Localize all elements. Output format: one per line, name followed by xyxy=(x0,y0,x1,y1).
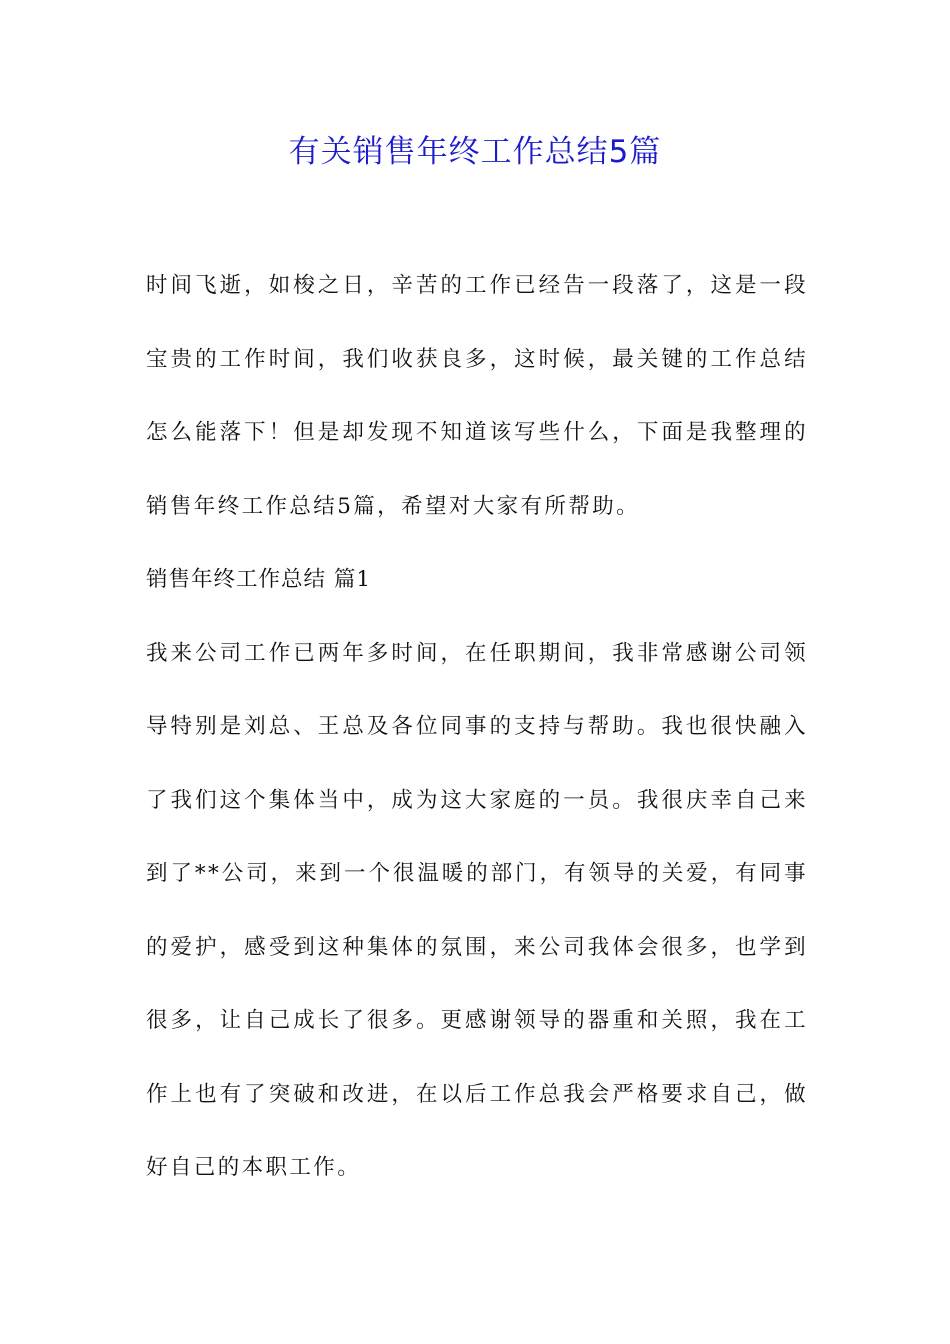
section-heading: 销售年终工作总结 篇1 xyxy=(146,567,372,592)
intro-paragraph: 时间飞逝，如梭之日，辛苦的工作已经告一段落了，这是一段宝贵的工作时间，我们收获良多，这时候，最关键的工作总结怎么能落下！但是却发现不知道该写些什么，下面是我整理的销售年终工作总结5篇，希望对大家有所帮助。 xyxy=(146,273,808,519)
document-body xyxy=(146,249,808,1205)
document-title: 有关销售年终工作总结5篇 xyxy=(288,134,662,170)
section-paragraph: 我来公司工作已两年多时间，在任职期间，我非常感谢公司领导特别是刘总、王总及各位同事的支持与帮助。我也很快融入了我们这个集体当中，成为这大家庭的一员。我很庆幸自己来到了**公司，来到一个很温暖的部门，有领导的关爱，有同事的爱护，感受到这种集体的氛围，来公司我体会很多，也学到很多，让自己成长了很多。更感谢领导的器重和关照，我在工作上也有了突破和改进，在以后工作总我会严格要求自己，做好自己的本职工作。 xyxy=(146,640,808,1180)
